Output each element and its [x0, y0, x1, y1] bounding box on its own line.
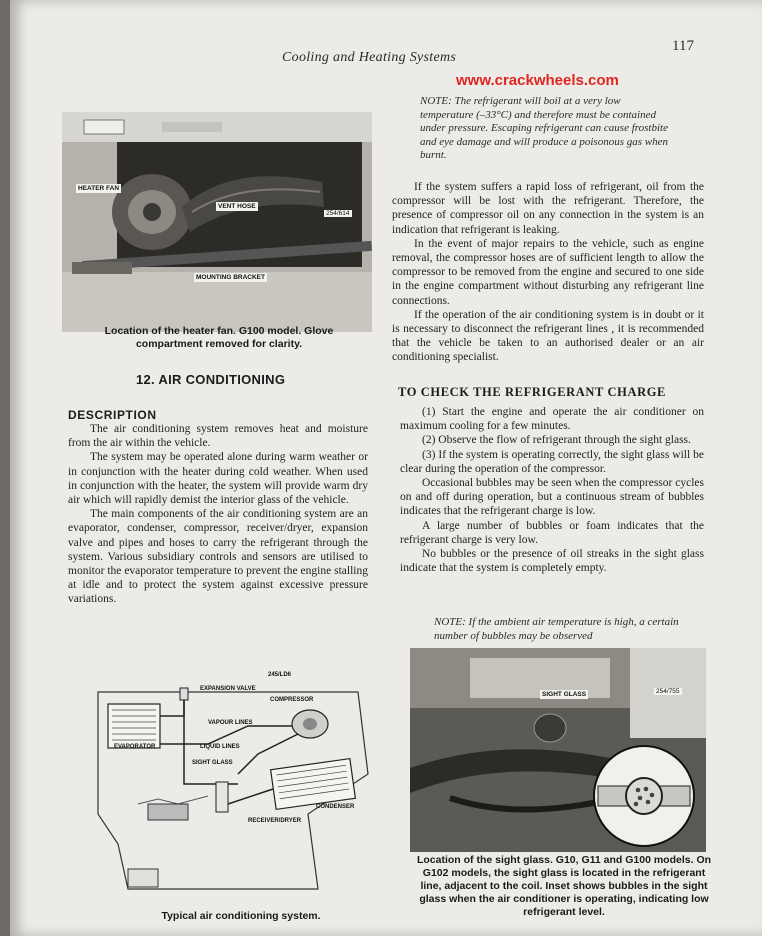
page-number: 117 — [672, 38, 694, 54]
vent-hose-label: VENT HOSE — [218, 203, 256, 210]
sight-glass-label: SIGHT GLASS — [192, 760, 233, 766]
refrigerant-note: NOTE: The refrigerant will boil at a very low temperature (–33°C) and therefore must be contained under pressure. Escaping refrigerant can cause frostbite and eye damage and will produce a poisonous gas when burnt. — [420, 95, 668, 161]
step-paragraph: (3) If the system is operating correctly, the sight glass will be clear during the operation of the compressor. — [400, 448, 704, 475]
ac-system-diagram — [88, 664, 378, 896]
expansion-valve-label: EXPANSION VALVE — [200, 686, 256, 692]
step-paragraph: A large number of bubbles or foam indicates that the refrigerant charge is very low. — [400, 519, 704, 546]
heater-fan-photo — [62, 112, 372, 332]
check-steps-text — [400, 405, 704, 575]
body-paragraph: If the operation of the air conditioning system is in doubt or it is necessary to disconnect the refrigerant lines , it is recommended that the vehicle be taken to an authorised dealer or an air conditioning specialist. — [392, 308, 704, 364]
description-paragraph: The system may be operated alone during warm weather or in conjunction with the heater during cold weather. When used in conjunction with the heater, the system will provide warm dry air which will rapidly demist the interior glass of the vehicle. — [68, 451, 368, 507]
description-paragraph: The main components of the air conditioning system are an evaporator, condenser, compressor, receiver/dryer, expansion valve and pipes and hoses to carry the refrigerant through the system. Various subsidiary controls and sensors are utilised to monitor the evaporator temperature to prevent the engine stalling at idle and to protect the system against excessive pressure variations. — [68, 508, 368, 606]
heater-fan-label: HEATER FAN — [78, 185, 120, 192]
description-heading: DESCRIPTION — [68, 408, 157, 422]
body-paragraph: If the system suffers a rapid loss of refrigerant, oil from the compressor will be lost with the refrigerant. Therefore, the presence of compressor oil on any connection in the system is an indication that refrigerant is leaking. — [392, 181, 704, 236]
heater-fan-illustration — [62, 112, 372, 332]
sight-glass-caption: Location of the sight glass. G10, G11 and G100 models. On G102 models, the sight glass is located in the refrigerant line, adjacent to the coil. Inset shows bubbles in the sight glass when the air conditioner is operating, indicating low refrigerant level. — [416, 854, 712, 918]
sight-glass-photo-label: SIGHT GLASS — [542, 691, 587, 698]
sight-figure-ref: 254/755 — [656, 688, 680, 695]
vapour-lines-label: VAPOUR LINES — [208, 720, 253, 726]
heater-fan-caption: Location of the heater fan. G100 model. Glove compartment removed for clarity. — [104, 325, 334, 350]
compressor-label: COMPRESSOR — [270, 697, 314, 703]
description-paragraph: The air conditioning system removes heat and moisture from the air within the vehicle. — [68, 423, 368, 450]
heater-figure-ref: 254/614 — [326, 210, 350, 217]
ac-diagram-caption: Typical air conditioning system. — [161, 910, 321, 922]
sight-glass-photo — [410, 648, 706, 852]
step-paragraph: (2) Observe the flow of refrigerant through the sight glass. — [422, 434, 691, 447]
sight-glass-illustration — [410, 648, 706, 852]
right-column-text — [392, 180, 704, 365]
ac-system-illustration — [88, 664, 378, 896]
step-paragraph: No bubbles or the presence of oil streaks in the sight glass indicate that the system is completely empty. — [400, 548, 704, 575]
receiver-dryer-label: RECEIVER/DRYER — [248, 818, 302, 824]
condenser-label: CONDENSER — [316, 804, 355, 810]
bubbles-note: NOTE: If the ambient air temperature is high, a certain number of bubbles may be observed — [434, 616, 679, 642]
body-paragraph: In the event of major repairs to the vehicle, such as engine removal, the compressor hoses are of sufficient length to allow the compressor to be removed from the engine and secured to one side in the engine compartment without disturbing any refrigerant line connections. — [392, 237, 704, 307]
section-title: 12. AIR CONDITIONING — [136, 372, 286, 387]
description-text — [68, 422, 368, 607]
diagram-ref: 245/LD6 — [268, 672, 292, 678]
running-title: Cooling and Heating Systems — [282, 50, 457, 65]
liquid-lines-label: LIQUID LINES — [200, 744, 240, 750]
step-paragraph: (1) Start the engine and operate the air conditioner on maximum cooling for a few minutes. — [400, 406, 704, 433]
evaporator-label: EVAPORATOR — [114, 744, 156, 750]
mounting-bracket-label: MOUNTING BRACKET — [196, 274, 265, 281]
watermark-link[interactable]: www.crackwheels.com — [456, 72, 619, 89]
book-page — [10, 0, 762, 936]
check-charge-heading: TO CHECK THE REFRIGERANT CHARGE — [398, 385, 666, 399]
step-paragraph: Occasional bubbles may be seen when the compressor cycles on and off during operation, but a continuous stream of bubbles indicates that the refrigerant charge is low. — [400, 477, 704, 518]
